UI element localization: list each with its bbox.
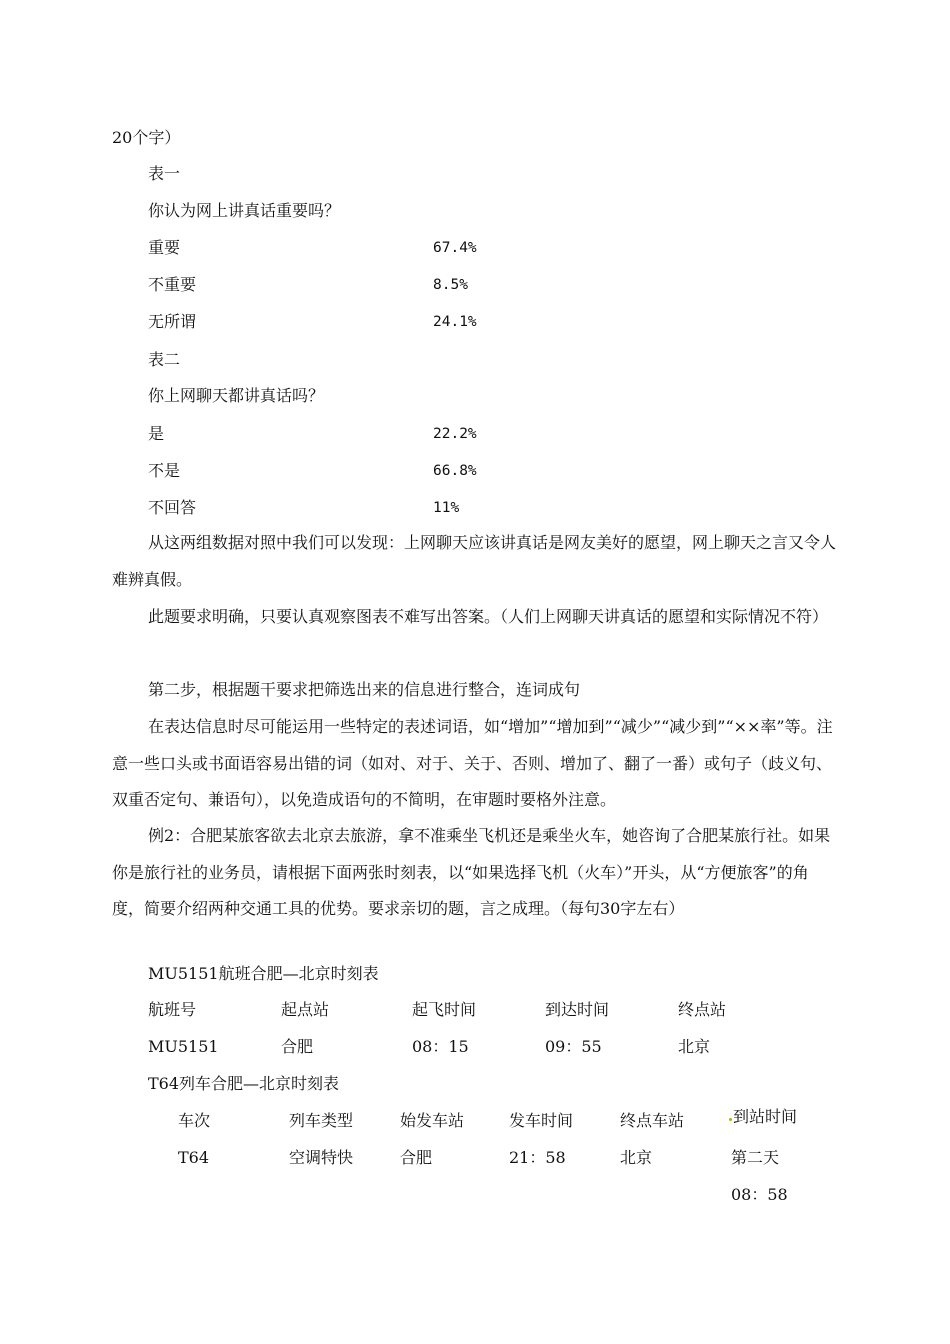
train-header-cell: 到站时间: [733, 1107, 798, 1126]
table2-row-value: 11%: [433, 500, 460, 516]
flight-cell: 08：15: [412, 1037, 469, 1056]
train-header-cell: 始发车站: [400, 1111, 465, 1130]
table2-row-label: 是: [148, 424, 165, 443]
table1-row-value: 24.1%: [433, 314, 477, 330]
train-cell: 21：58: [509, 1148, 566, 1167]
table1-row-label: 重要: [148, 238, 181, 257]
train-cell: 合肥: [400, 1148, 433, 1167]
table1-question: 你认为网上讲真话重要吗？: [148, 201, 341, 220]
table1-row-label: 不重要: [148, 275, 197, 294]
marker-dot: [729, 1118, 732, 1121]
table1-row-label: 无所谓: [148, 312, 197, 331]
table2-row-label: 不回答: [148, 498, 197, 517]
flight-header-cell: 到达时间: [545, 1000, 610, 1019]
flight-header-cell: 航班号: [148, 1000, 197, 1019]
table2-row-label: 不是: [148, 461, 181, 480]
paragraph-finding: 从这两组数据对照中我们可以发现：上网聊天应该讲真话是网友美好的愿望，网上聊天之言又令人难辨真假。: [112, 533, 837, 589]
train-header-cell: 列车类型: [289, 1111, 354, 1130]
flight-cell: MU5151: [148, 1037, 219, 1056]
table2-question: 你上网聊天都讲真话吗？: [148, 386, 325, 405]
flight-cell: 合肥: [281, 1037, 314, 1056]
flight-header-cell: 起飞时间: [412, 1000, 477, 1019]
flight-cell: 09：55: [545, 1037, 602, 1056]
table2-row-value: 22.2%: [433, 426, 477, 442]
table2-title: 表二: [148, 350, 181, 369]
flight-cell: 北京: [678, 1037, 711, 1056]
paragraph-example-2: 例2：合肥某旅客欲去北京去旅游，拿不准乘坐飞机还是乘坐火车，她咨询了合肥某旅行社。如果你是旅行社的业务员，请根据下面两张时刻表，以“如果选择飞机（火车）”开头，从“方便旅客”的角度，简要介绍两种交通工具的优势。要求亲切的题，言之成理。（每句30字左右）: [112, 826, 831, 918]
train-header-cell: 发车时间: [509, 1111, 574, 1130]
table1-row-value: 67.4%: [433, 240, 477, 256]
train-cell: 空调特快: [289, 1148, 354, 1167]
paragraph-step-two: 第二步，根据题干要求把筛选出来的信息进行整合，连词成句: [148, 680, 581, 699]
flight-table-title: MU5151航班合肥—北京时刻表: [148, 964, 379, 983]
train-cell: 第二天: [731, 1148, 780, 1167]
train-cell-arrival-time: 08：58: [731, 1185, 788, 1204]
paragraph-answer-note: 此题要求明确，只要认真观察图表不难写出答案。（人们上网聊天讲真话的愿望和实际情况不符）: [148, 607, 829, 626]
paragraph-wording-tips: 在表达信息时尽可能运用一些特定的表述词语，如“增加”“增加到”“减少”“减少到”“××率”等。注意一些口头或书面语容易出错的词（如对、对于、关于、否则、增加了、翻了一番）或句子（歧义句、双重否定句、兼语句），以免造成语句的不简明，在审题时要格外注意。: [112, 717, 833, 809]
table1-row-value: 8.5%: [433, 277, 468, 293]
table2-row-value: 66.8%: [433, 463, 477, 479]
train-table-title: T64列车合肥—北京时刻表: [148, 1074, 340, 1093]
train-header-cell: 车次: [178, 1111, 211, 1130]
train-header-cell: 终点车站: [620, 1111, 685, 1130]
lead-text: 20个字）: [112, 128, 181, 147]
flight-header-cell: 终点站: [678, 1000, 727, 1019]
table1-title: 表一: [148, 164, 181, 183]
flight-header-cell: 起点站: [281, 1000, 330, 1019]
train-cell: 北京: [620, 1148, 653, 1167]
train-cell: T64: [178, 1148, 210, 1167]
